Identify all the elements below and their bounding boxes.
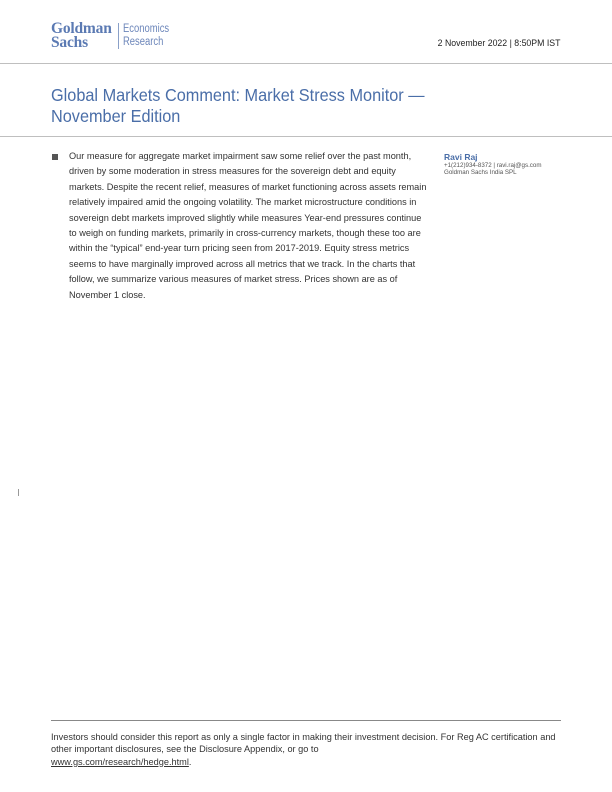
header-divider	[0, 63, 612, 64]
goldman-sachs-logo	[51, 22, 112, 50]
author-contact[interactable]: +1(212)934-8372 | ravi.raj@gs.com	[444, 162, 542, 169]
footer-divider	[51, 720, 561, 721]
margin-mark	[18, 489, 19, 496]
author-organization: Goldman Sachs India SPL	[444, 169, 517, 176]
bullet-square-icon	[52, 154, 58, 160]
title-divider	[0, 136, 612, 137]
disclosure-footer	[51, 731, 563, 768]
publish-date: 2 November 2022 | 8:50PM IST	[437, 38, 560, 49]
economics-research-label	[123, 23, 169, 49]
footer-text: Investors should consider this report as only a single factor in making their investment decision. For Reg AC certification and other important disclosures, see the Disclosure Appendix, or go to	[51, 732, 556, 755]
summary-paragraph: Our measure for aggregate market impairment saw some relief over the past month, driven by some moderation in stress measures for the sovereign debt and equity markets. Despite the recent relief, measures of market functioning across assets remain relatively impaired amid the ongoing volatility. The market microstructure conditions in sovereign debt markets improved slightly while measures Year-end pressures continue to weigh on funding markets, primarily in cross-currency markets, though these too are within the “typical” end-year turn pricing seen from 2017-2019. Equity stress metrics seems to have marginally improved across all metrics that we track. In the charts that follow, we summarize various measures of market stress. Prices shown are as of November 1 close.	[69, 151, 427, 300]
logo-line-sachs: Sachs	[51, 34, 88, 51]
author-name[interactable]: Ravi Raj	[444, 152, 478, 162]
footer-end: .	[188, 756, 192, 767]
hedge-disclosure-link[interactable]: www.gs.com/research/hedge.html	[51, 756, 189, 767]
logo-line-goldman: Goldman	[51, 20, 112, 37]
logo-divider	[118, 23, 119, 49]
report-title: Global Markets Comment: Market Stress Monitor — November Edition	[51, 85, 425, 126]
research-line-research: Research	[123, 36, 164, 48]
research-line-economics: Economics	[123, 23, 170, 35]
